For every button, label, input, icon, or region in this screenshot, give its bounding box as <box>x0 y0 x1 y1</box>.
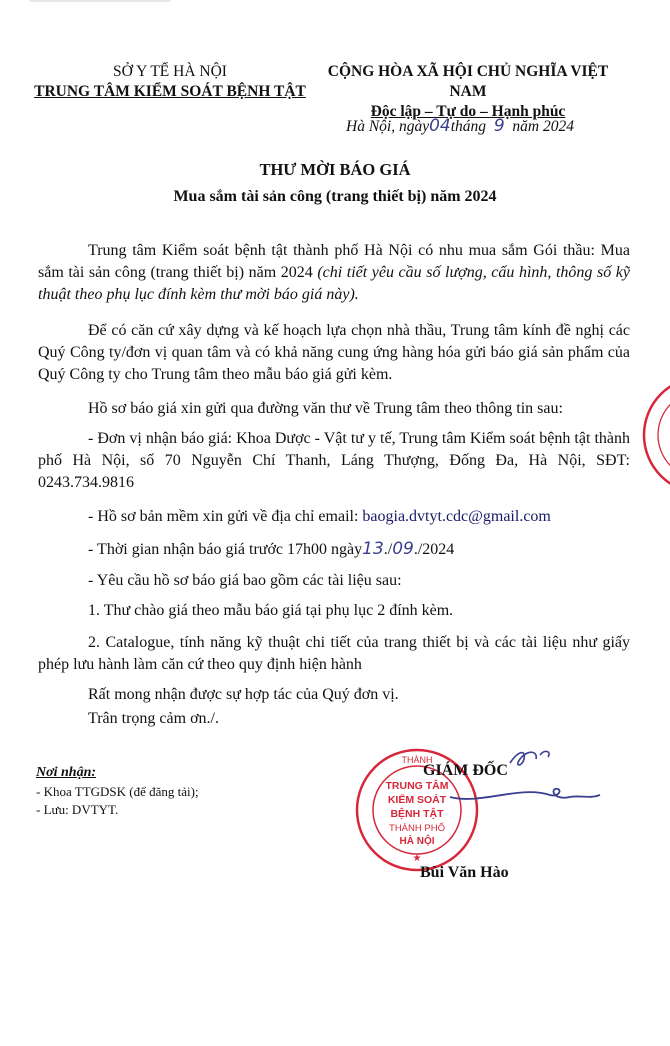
document-subtitle: Mua sắm tài sản công (trang thiết bị) năm 2024 <box>173 188 497 205</box>
date-year: năm 2024 <box>512 118 574 135</box>
country-name: CỘNG HÒA XÃ HỘI CHỦ NGHĨA VIỆT NAM <box>327 63 609 100</box>
date-day: 04 <box>429 116 451 136</box>
ministry-name: SỞ Y TẾ HÀ NỘI <box>113 63 227 80</box>
deadline-prefix: - Thời gian nhận báo giá trước 17h00 ngày <box>88 541 363 558</box>
signer-name: Bùi Văn Hào <box>420 864 509 881</box>
paragraph-thanks: Trân trọng cảm ơn./. <box>88 710 219 727</box>
requirement-item-2: 2. Catalogue, tính năng kỹ thuật chi tiết của trang thiết bị và các tài liệu như giấy phép lưu hành làm căn cứ theo quy định hiện hành <box>38 634 630 673</box>
paragraph-closing: Rất mong nhận được sự hợp tác của Quý đơn vị. <box>88 686 399 703</box>
center-name: TRUNG TÂM KIỂM SOÁT BỆNH TẬT <box>34 83 306 100</box>
paragraph-email <box>38 506 630 528</box>
stamp-line-1: TRUNG TÂM <box>385 780 449 792</box>
director-signature <box>440 745 620 815</box>
intro-italic-note: (chi tiết yêu cầu số lượng, cấu hình, thông số kỹ thuật theo phụ lục đính kèm thư mời báo giá này). <box>38 264 631 303</box>
recipient-item-1: - Khoa TTGDSK (để đăng tải); <box>36 784 199 799</box>
paragraph-requirements: - Yêu cầu hồ sơ báo giá bao gồm các tài liệu sau: <box>88 572 402 589</box>
email-prefix: - Hồ sơ bản mềm xin gửi về địa chỉ email: <box>88 508 363 525</box>
recipient-item-2: - Lưu: DVTYT. <box>36 802 119 817</box>
paragraph-deadline <box>38 538 630 561</box>
issuer-header <box>20 62 320 102</box>
date-month: 9 <box>493 116 505 136</box>
stamp-line-5: HÀ NỘI <box>399 836 435 847</box>
national-header <box>318 62 618 122</box>
stamp-line-2: KIỂM SOÁT <box>387 794 447 806</box>
requirement-item-1: 1. Thư chào giá theo mẫu báo giá tại phụ lục 2 đính kèm. <box>88 602 454 619</box>
document-title: THƯ MỜI BÁO GIÁ <box>259 160 411 179</box>
stamp-line-3: BỆNH TẬT <box>390 808 444 820</box>
intro-text: Trung tâm Kiểm soát bệnh tật thành phố Hà Nội có nhu mua sắm Gói thầu: Mua sắm tài sản công (trang thiết bị) năm 2024 <box>38 242 630 281</box>
deadline-day: 13 <box>362 539 384 559</box>
paragraph-request: Để có căn cứ xây dựng và kế hoạch lựa chọn nhà thầu, Trung tâm kính đề nghị các Quý Công ty/đơn vị quan tâm và có khả năng cung ứng hàng hóa gửi báo giá sản phẩm của Quý Công ty cho Trung tâm theo mẫu báo giá gửi kèm. <box>38 322 630 383</box>
signer-role: GIÁM ĐỐC <box>423 762 508 779</box>
issue-date <box>300 116 620 136</box>
date-month-label: tháng <box>450 118 487 135</box>
email-address[interactable]: baogia.dvtyt.cdc@gmail.com <box>362 508 551 525</box>
stamp-ring-text: THÀNH <box>401 755 433 765</box>
page-edge-stamp <box>640 370 670 500</box>
paragraph-submission: Hồ sơ báo giá xin gửi qua đường văn thư về Trung tâm theo thông tin sau: <box>88 400 563 417</box>
national-motto: Độc lập – Tự do – Hạnh phúc <box>370 103 566 120</box>
deadline-month: 09 <box>392 539 414 559</box>
paragraph-receiver: - Đơn vị nhận báo giá: Khoa Dược - Vật tư y tế, Trung tâm Kiểm soát bệnh tật thành phố Hà Nội, số 70 Nguyễn Chí Thanh, Láng Thượng, Đống Đa, Hà Nội, SĐT: 0243.734.9816 <box>38 430 630 491</box>
paragraph-intro <box>38 240 630 306</box>
stamp-line-4: THÀNH PHỐ <box>389 823 445 834</box>
deadline-year: ./2024 <box>413 541 455 558</box>
date-prefix: Hà Nội, ngày <box>346 118 430 135</box>
stamp-star-icon: ★ <box>412 853 422 864</box>
deadline-separator: ./ <box>383 541 393 558</box>
recipients-label: Nơi nhận: <box>36 765 97 780</box>
top-scan-mark <box>30 0 170 2</box>
